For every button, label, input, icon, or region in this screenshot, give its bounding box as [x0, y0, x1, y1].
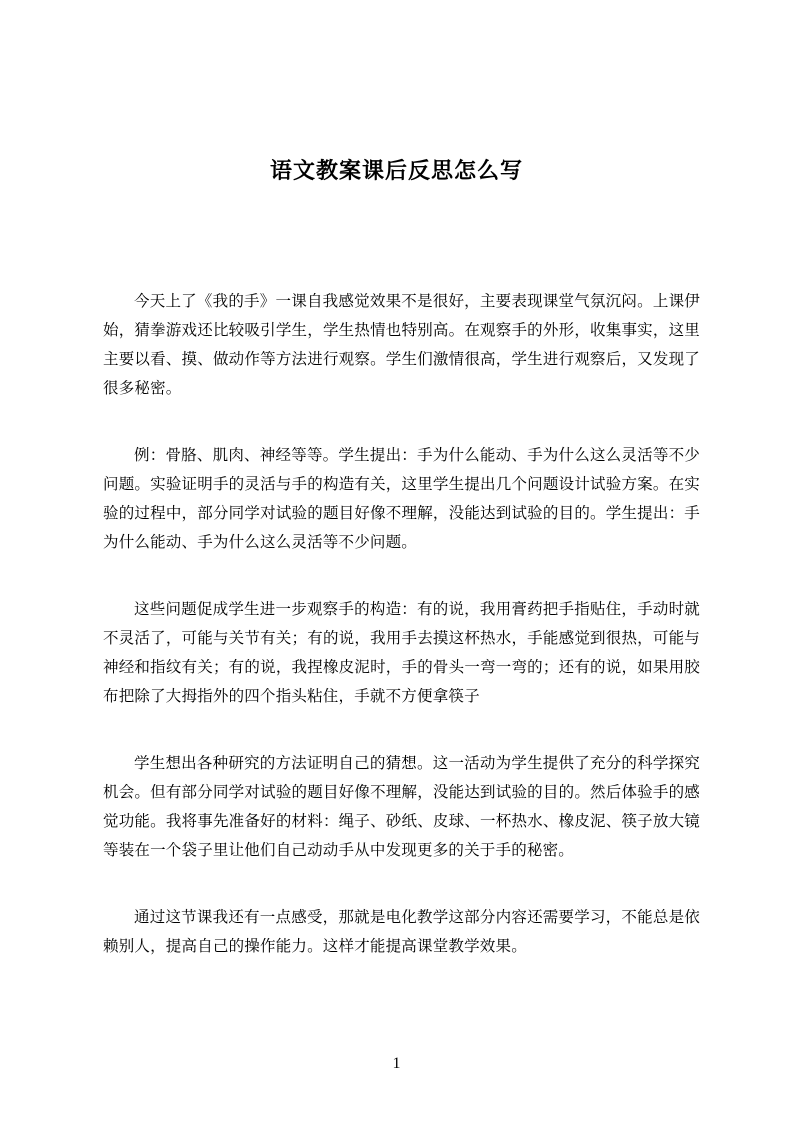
paragraph-3: 这些问题促成学生进一步观察手的构造：有的说，我用膏药把手指贴住，手动时就不灵活了，可能与关节有关；有的说，我用手去摸这杯热水，手能感觉到很热，可能与神经和指纹有关；有的说，我捏橡皮泥时，手的骨头一弯一弯的；还有的说，如果用胶布把除了大拇指外的四个指头粘住，手就不方便拿筷子: [103, 600, 700, 705]
paragraph-4: 学生想出各种研究的方法证明自己的猜想。这一活动为学生提供了充分的科学探究机会。但有部分同学对试验的题目好像不理解，没能达到试验的目的。然后体验手的感觉功能。我将事先准备好的材料：绳子、砂纸、皮球、一杯热水、橡皮泥、筷子放大镜等装在一个袋子里让他们自己动动手从中发现更多的关于手的秘密。: [103, 754, 700, 859]
page-number: 1: [392, 1055, 401, 1072]
paragraph-5: 通过这节课我还有一点感受，那就是电化教学这部分内容还需要学习，不能总是依赖别人，提高自己的操作能力。这样才能提高课堂教学效果。: [103, 908, 700, 955]
document-body: [103, 287, 700, 999]
paragraph-1: 今天上了《我的手》一课自我感觉效果不是很好，主要表现课堂气氛沉闷。上课伊始，猜拳游戏还比较吸引学生，学生热情也特别高。在观察手的外形，收集事实，这里主要以看、摸、做动作等方法进行观察。学生们激情很高，学生进行观察后，又发现了很多秘密。: [103, 292, 700, 397]
page-title: 语文教案课后反思怎么写: [269, 158, 523, 184]
paragraph-2: 例：骨胳、肌肉、神经等等。学生提出：手为什么能动、手为什么这么灵活等不少问题。实验证明手的灵活与手的构造有关，这里学生提出几个问题设计试验方案。在实验的过程中，部分同学对试验的题目好像不理解，没能达到试验的目的。学生提出：手为什么能动、手为什么这么灵活等不少问题。: [103, 446, 700, 551]
